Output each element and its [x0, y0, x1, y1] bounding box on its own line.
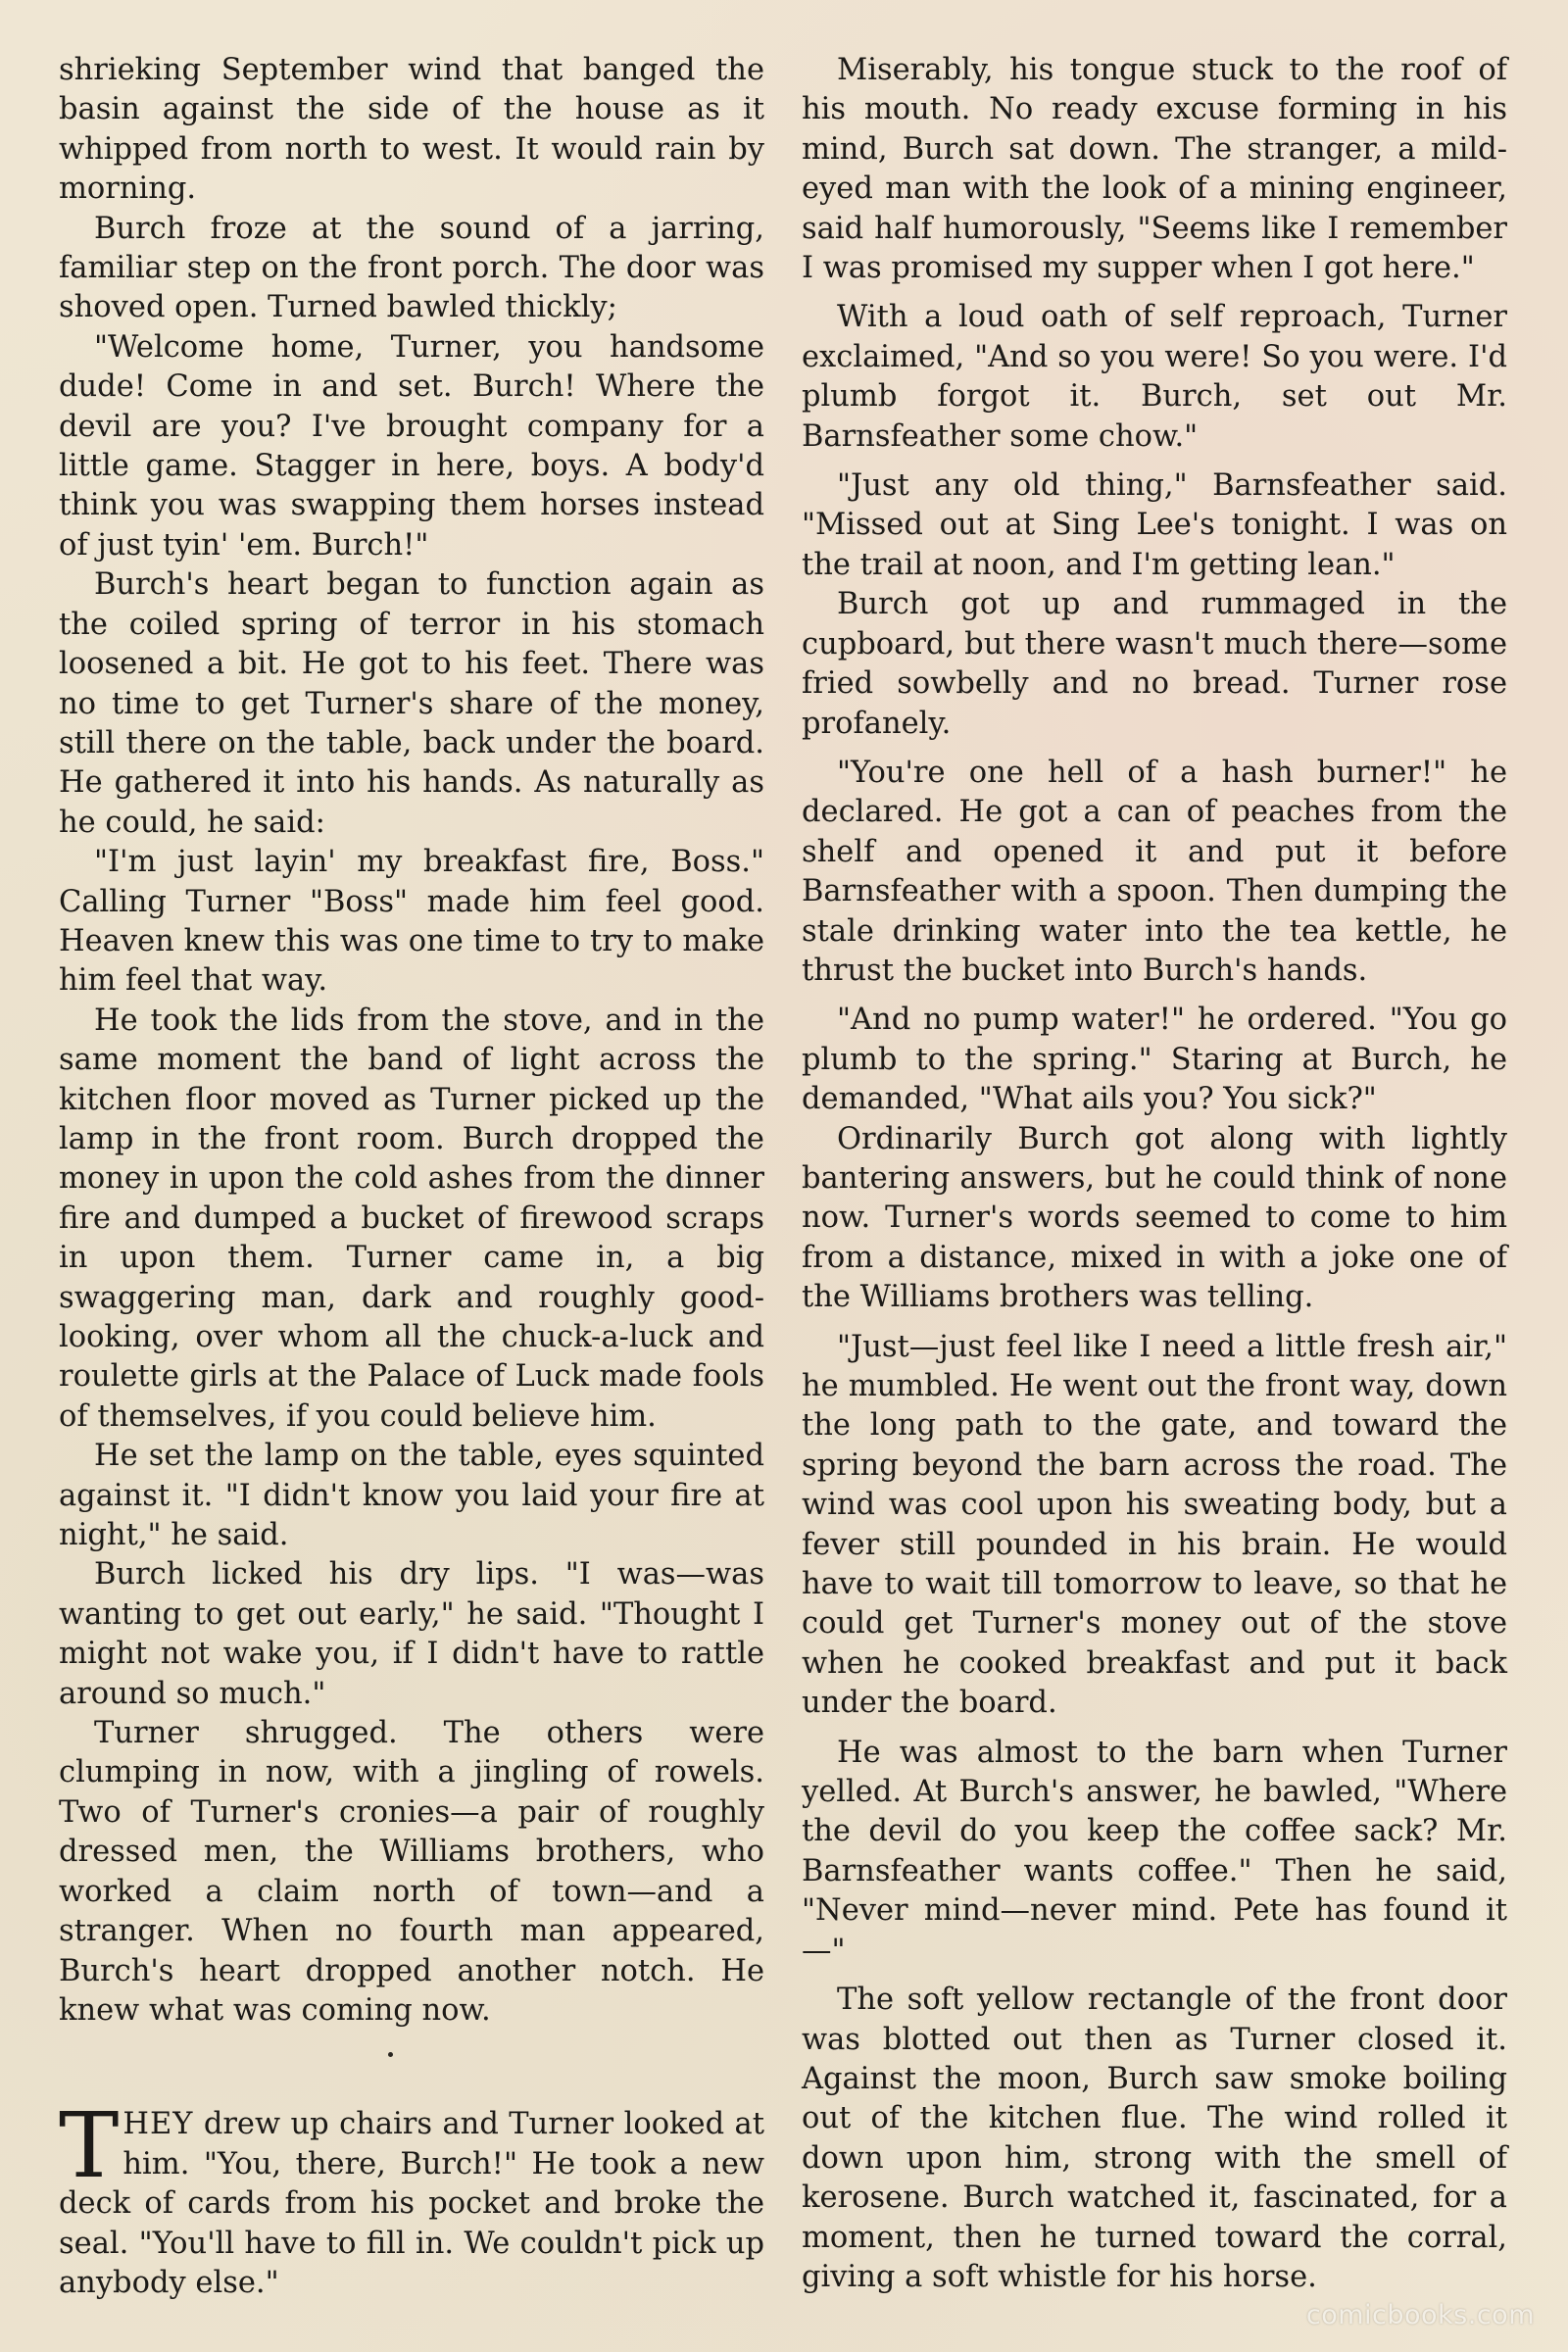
- paragraph-left-6: He took the lids from the stove, and in the same moment the band of light across the kitchen floor moved as Turner picked up the lamp in the front room. Burch dropped the money in upon the cold ashes from the dinner fire and dumped a bucket of firewood scraps in upon them. Turner came in, a big swaggering man, dark and roughly good-looking, over whom all the chuck-a-luck and roulette girls at the Palace of Luck made fools of themselves, if you could believe him.: [59, 1003, 764, 1434]
- paragraph-left-5: "I'm just layin' my breakfast fire, Boss." Calling Turner "Boss" made him feel good. Heaven knew this was one time to try to make him feel that way.: [59, 845, 764, 999]
- paragraph-right-6: "And no pump water!" he ordered. "You go plumb to the spring." Staring at Burch, he demanded, "What ails you? You sick?": [802, 1003, 1507, 1117]
- paragraph-left-7: He set the lamp on the table, eyes squinted against it. "I didn't know you laid your fire at night," he said.: [59, 1439, 764, 1553]
- paragraph-right-9: He was almost to the barn when Turner yelled. At Burch's answer, he bawled, "Where the devil do you keep the coffee sack? Mr. Barnsfeather wants coffee." Then he said, "Never mind—never mind. Pete has found it—": [802, 1735, 1507, 1968]
- paragraph-right-1: Miserably, his tongue stuck to the roof of his mouth. No ready excuse forming in his mind, Burch sat down. The stranger, a mild-eyed man with the look of a mining engineer, said half humorously, "Seems like I remember I was promised my supper when I got here.": [802, 53, 1507, 286]
- paragraph-right-2: With a loud oath of self reproach, Turner exclaimed, "And so you were! So you were. I'd plumb forgot it. Burch, set out Mr. Barnsfeather some chow.": [802, 300, 1507, 454]
- section-break: [59, 2048, 764, 2105]
- paragraph-right-5: "You're one hell of a hash burner!" he declared. He got a can of peaches from the shelf and opened it and put it before Barnsfeather with a spoon. Then dumping the stale drinking water into the tea kettle, he thrust the bucket into Burch's hands.: [802, 755, 1507, 988]
- drop-cap-letter: T: [59, 2093, 120, 2199]
- paragraph-left-1: shrieking September wind that banged the basin against the side of the house as it whipped from north to west. It would rain by morning.: [59, 53, 764, 207]
- paragraph-right-3: "Just any old thing," Barnsfeather said. "Missed out at Sing Lee's tonight. I was on the trail at noon, and I'm getting lean.": [802, 468, 1507, 582]
- drop-cap-paragraph-rest: drew up chairs and Turner looked at him. "You, there, Burch!" He took a new deck of cards from his pocket and broke the seal. "You'll have to fill in. We couldn't pick up anybody else.": [59, 2107, 764, 2300]
- watermark: comicbooks.com: [1305, 2300, 1535, 2330]
- paragraph-left-8: Burch licked his dry lips. "I was—was wanting to get out early," he said. "Thought I might not wake you, if I didn't have to rattle around so much.": [59, 1557, 764, 1711]
- right-column: [802, 51, 1507, 2297]
- paragraph-right-4: Burch got up and rummaged in the cupboard, but there wasn't much there—some fried sowbelly and no bread. Turner rose profanely.: [802, 587, 1507, 741]
- section-break-dot: [388, 2052, 393, 2057]
- drop-cap-word-rest: HEY: [122, 2107, 194, 2142]
- paragraph-left-9: Turner shrugged. The others were clumping in now, with a jingling of rowels. Two of Turner's cronies—a pair of roughly dressed men, the Williams brothers, who worked a claim north of town—and a stranger. When no fourth man appeared, Burch's heart dropped another notch. He knew what was coming now.: [59, 1716, 764, 2028]
- paragraph-left-3: "Welcome home, Turner, you handsome dude! Come in and set. Burch! Where the devil are you? I've brought company for a little game. Stagger in here, boys. A body'd think you was swapping them horses instead of just tyin' 'em. Burch!": [59, 329, 764, 563]
- paragraph-left-2: Burch froze at the sound of a jarring, familiar step on the front porch. The door was shoved open. Turned bawled thickly;: [59, 211, 764, 325]
- paragraph-right-10: The soft yellow rectangle of the front door was blotted out then as Turner closed it. Against the moon, Burch saw smoke boiling out of the kitchen flue. The wind rolled it down upon him, strong with the smell of kerosene. Burch watched it, fascinated, for a moment, then he turned toward the corral, giving a soft whistle for his horse.: [802, 1983, 1507, 2294]
- paragraph-right-8: "Just—just feel like I need a little fresh air," he mumbled. He went out the front way, down the long path to the gate, and toward the spring beyond the barn across the road. The wind was cool upon his sweating body, but a fever still pounded in his brain. He would have to wait till tomorrow to leave, so that he could get Turner's money out of the stove when he cooked breakfast and put it back under the board.: [802, 1329, 1507, 1721]
- paragraph-dropcap: [59, 2093, 764, 2303]
- paragraph-right-7: Ordinarily Burch got along with lightly bantering answers, but he could think of none now. Turner's words seemed to come to him from a distance, mixed in with a joke one of the Williams brothers was telling.: [802, 1121, 1507, 1315]
- paragraph-left-4: Burch's heart began to function again as the coiled spring of terror in his stomach loosened a bit. He got to his feet. There was no time to get Turner's share of the money, still there on the table, back under the board. He gathered it into his hands. As naturally as he could, he said:: [59, 567, 764, 840]
- left-column: [59, 51, 764, 2303]
